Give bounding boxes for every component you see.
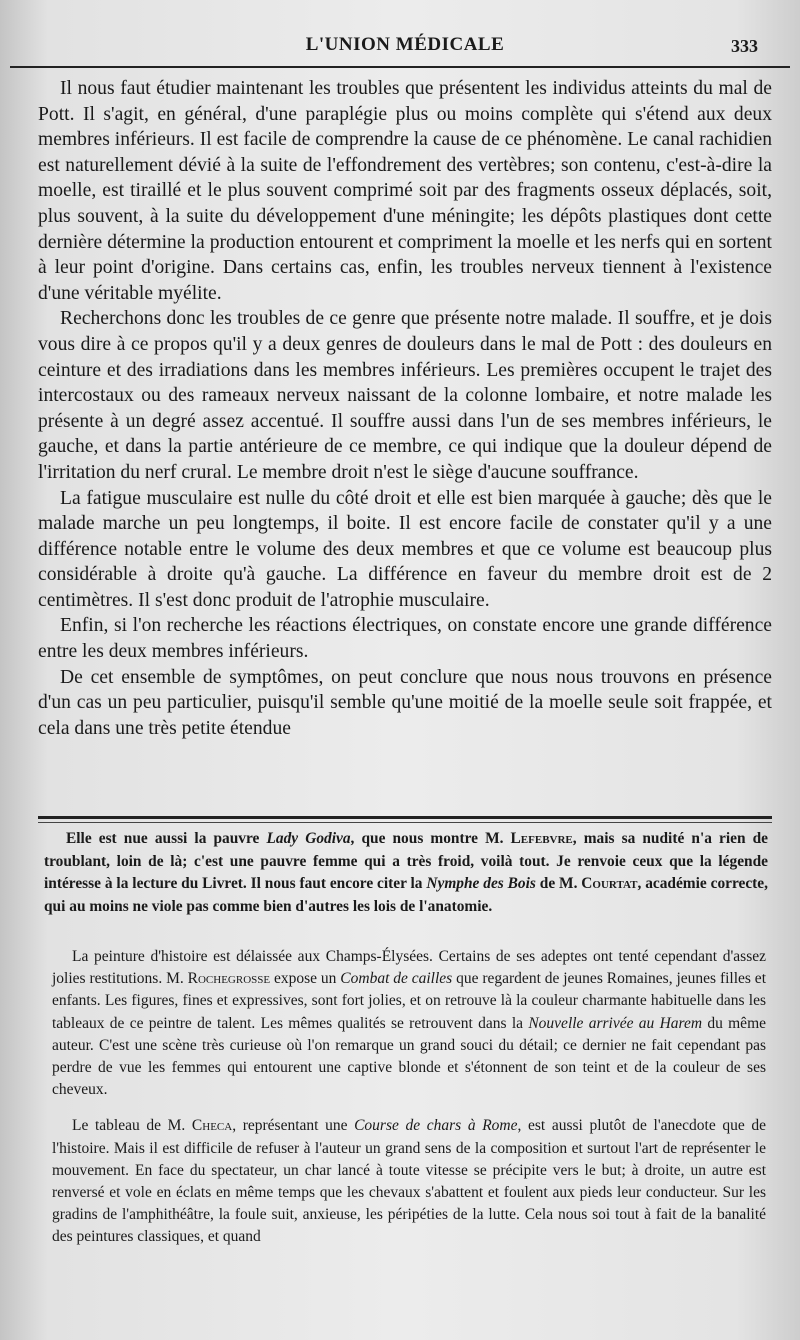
paragraph: Elle est nue aussi la pauvre Lady Godiva, que nous montre M. Lefebvre, mais sa nudité n'a rien de troublant, loin de là; c'est une pauvre femme qui a très froid, voilà tout. Je renvoie ceux que la légende intéresse à la lecture du Livret. Il nous faut encore citer la Nymphe des Bois de M. Courtat, académie correcte, qui au moins ne viole pas comme bien d'autres les lois de l'anatomie. [44,830,768,915]
feuilleton-separator [38,816,772,819]
artwork-title: Course de chars à Rome [354,1117,518,1135]
header-rule [10,66,790,68]
artwork-title: Combat de cailles [340,970,453,988]
artist-name: Courtat [581,875,638,892]
paragraph: La peinture d'histoire est délaissée aux Champs-Élysées. Certains de ses adeptes ont tenté cependant d'assez jolies restitutions. M. Rochegrosse expose un Combat de cailles que regardent de jeunes Romaines, jeunes filles et enfants. Les figures, fines et expressives, sont fort jolies, et on retrouve là la couleur charmante habituelle dans les tableaux de ce peintre de talent. Les mêmes qualités se retrouvent dans la Nouvelle arrivée au Harem du même auteur. C'est une scène très curieuse où l'on remarque un grand souci du détail; ce dernier ne fait cependant pas perdre de vue les femmes qui entourent une captive blonde et s'étonnent de son teint et de la couleur de ses cheveux. [52,948,767,1099]
artwork-title: Lady Godiva [266,830,351,847]
running-title: L'UNION MÉDICALE [305,34,505,55]
artist-name: Checa [191,1117,233,1135]
feuilleton-separator-thin [38,822,772,823]
artist-name: Rochegrosse [187,970,271,988]
paragraph: Le tableau de M. Checa, représentant une Course de chars à Rome, est aussi plutôt de l'anecdote que de l'histoire. Mais il est difficile de refuser à l'auteur un grand sens de la composition et surtout l'art de représenter le mouvement. En face du spectateur, un char lancé à toute vitesse se précipite vers le but; à droite, un autre est renversé et vole en éclats en même temps que les chevaux s'abattent et foulent aux pieds leur conducteur. Sur les gradins de l'amphithéâtre, la foule suit, anxieuse, les péripéties de la lutte. Cela nous soi tout à fait de la banalité des peintures classiques, et quand [52,1117,767,1246]
paragraph: Recherchons donc les troubles de ce genre que présente notre malade. Il souffre, et je dois vous dire à ce propos qu'il y a deux genres de douleurs dans le mal de Pott : des douleurs en ceinture et des irradiations dans les membres inférieurs. Les premières occupent le trajet des intercostaux ou des rameaux nerveux naissant de la colonne lombaire, et notre malade les présente à un degré assez accentué. Il souffre aussi dans l'un de ses membres inférieurs, le gauche, et dans la partie antérieure de ce membre, ce qui indique que la douleur dépend de l'irritation du nerf crural. Le membre droit n'est le siège d'aucune souffrance. [38,308,772,483]
paragraph: Il nous faut étudier maintenant les troubles que présentent les individus atteints du mal de Pott. Il s'agit, en général, d'une paraplégie plus ou moins complète qui s'étend aux deux membres inférieurs. Il est facile de comprendre la cause de ce phénomène. Le canal rachidien est naturellement dévié à la suite de l'effondrement des vertèbres; son contenu, c'est-à-dire la moelle, est tiraillé et le plus souvent comprimé soit par des fragments osseux déplacés, soit, plus souvent, à la suite du développement d'une méningite; les dépôts plastiques dont cette dernière détermine la production entourent et compriment la moelle et les nerfs qui en sortent à leur point d'origine. Dans certains cas, enfin, les troubles nerveux tiennent à l'existence d'une véritable myélite. [38,78,772,304]
paragraph: La fatigue musculaire est nulle du côté droit et elle est bien marquée à gauche; dès que le malade marche un peu longtemps, il boite. Il est encore facile de constater qu'il y a une différence notable entre le volume des deux membres et que ce volume est beaucoup plus considérable à droite qu'à gauche. La différence en faveur du membre droit est de 2 centimètres. Il s'est donc produit de l'atrophie musculaire. [38,487,772,611]
paragraph: De cet ensemble de symptômes, on peut conclure que nous nous trouvons en présence d'un cas un peu particulier, puisqu'il semble qu'une moitié de la moelle seule soit frappée, et cela dans une très petite étendue [38,666,772,739]
main-text [38,76,772,741]
artwork-title: Nouvelle arrivée au Harem [528,1014,703,1032]
paragraph: Enfin, si l'on recherche les réactions électriques, on constate encore une grande différence entre les deux membres inférieurs. [38,615,772,663]
feuilleton-continuation [44,828,768,918]
artwork-title: Nymphe des Bois [426,875,536,892]
page-header [40,28,770,64]
artist-name: Lefebvre [510,830,573,847]
feuilleton-text [52,946,766,1263]
page-number: 333 [731,36,758,56]
